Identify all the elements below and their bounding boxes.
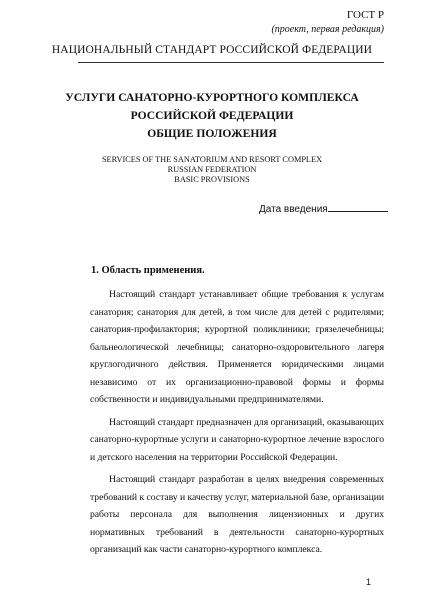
standard-code: ГОСТ Р — [346, 9, 384, 21]
paragraph-1: Настоящий стандарт устанавливает общие требования к услугам санатория; санатория для детей, в том числе для детей с родителями; санатория-профилактория; курортной поликлиники; грязелечебницы; бальнеологической лечебницы; санаторно-оздоровительного лагеря круглогодичного действия. Применяется юридическими лицами независимо от их организационно-правовой формы и формы собственности и индивидуальными предпринимателями. — [90, 289, 384, 405]
english-title-line-2: RUSSIAN FEDERATION — [167, 165, 257, 174]
effective-date-label: Дата введения — [259, 204, 328, 215]
section-title: 1. Область применения. — [91, 265, 205, 276]
title-line-1: УСЛУГИ САНАТОРНО-КУРОРТНОГО КОМПЛЕКСА — [65, 91, 359, 104]
english-title-line-1: SERVICES OF THE SANATORIUM AND RESORT COMPLEX — [101, 155, 323, 164]
paragraph-2: Настоящий стандарт предназначен для организаций, оказывающих санаторно-курортные услуги и санаторно-курортное лечение взрослого и детского населения на территории Российской Федерации. — [90, 416, 384, 463]
page-number: 1 — [366, 577, 372, 587]
paragraph-3: Настоящий стандарт разработан в целях внедрения современных требований к составу и качеству услуг, материальной базе, организации работы персонала для выполнения лицензионных и других нормативных требований в деятельности санаторно-курортных организаций как части санаторно-курортного комплекса. — [90, 474, 384, 555]
title-line-3: ОБЩИЕ ПОЛОЖЕНИЯ — [147, 127, 277, 140]
header-divider — [78, 62, 384, 63]
english-title-line-3: BASIC PROVISIONS — [174, 175, 250, 184]
effective-date-blank — [328, 202, 388, 212]
title-line-2: РОССИЙСКОЙ ФЕДЕРАЦИИ — [130, 109, 294, 122]
body-text — [90, 286, 384, 564]
effective-date — [259, 202, 388, 215]
national-standard-heading: НАЦИОНАЛЬНЫЙ СТАНДАРТ РОССИЙСКОЙ ФЕДЕРАЦИИ — [51, 44, 373, 56]
edition-note: (проект, первая редакция) — [271, 24, 384, 35]
